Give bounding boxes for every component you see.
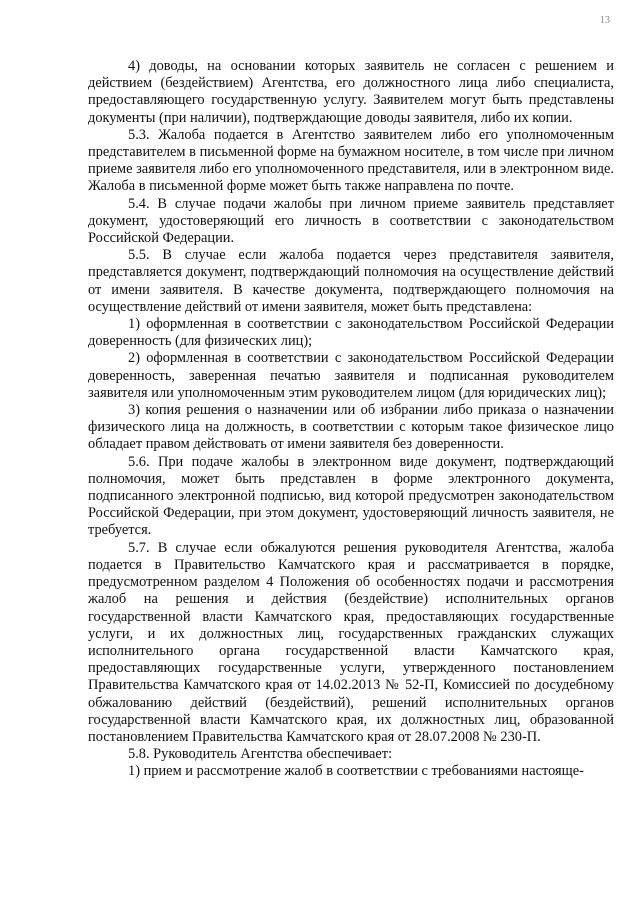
paragraph-5-5-item-3: 3) копия решения о назначении или об избрании либо приказа о назначении физического лица на должность, в соответствии с которым такое физическое лицо обладает правом действовать от имени заявителя без доверенности. <box>88 402 614 453</box>
paragraph-5-3: 5.3. Жалоба подается в Агентство заявителем либо его уполномоченным представителем в письменной форме на бумажном носителе, в том числе при личном приеме заявителя либо его уполномоченного представителя, или в электронном виде. Жалоба в письменной форме может быть также направлена по почте. <box>88 126 614 195</box>
paragraph-5-8: 5.8. Руководитель Агентства обеспечивает: <box>128 746 393 763</box>
paragraph-5-6: 5.6. При подаче жалобы в электронном виде документ, подтверждающий полномочия, может быть представлен в форме электронного документа, подписанного электронной подписью, вид которой предусмотрен законодательством Российской Федерации, при этом документ, удостоверяющий личность заявителя, не требуется. <box>88 453 614 539</box>
document-body <box>88 58 614 781</box>
paragraph-5-8-item-1: 1) прием и рассмотрение жалоб в соответствии с требованиями настояще- <box>128 763 584 780</box>
paragraph-5-4: 5.4. В случае подачи жалобы при личном приеме заявитель представляет документ, удостоверяющий его личность в соответствии с законодательством Российской Федерации. <box>88 195 614 247</box>
page-number: 13 <box>600 15 610 26</box>
paragraph-5-7: 5.7. В случае если обжалуются решения руководителя Агентства, жалоба подается в Правительство Камчатского края и рассматривается в порядке, предусмотренном разделом 4 Положения об особенностях подачи и рассмотрения жалоб на решения и действия (бездействие) исполнительных органов государственной власти Камчатского края, предоставляющих государственные услуги, и их должностных лиц, государственных гражданских служащих исполнительного органа государственной власти Камчатского края, предоставляющих государственные услуги, утвержденного постановлением Правительства Камчатского края от 14.02.2013 № 52-П, Комиссией по досудебному обжалованию действий (бездействий), решений исполнительных органов государственной власти Камчатского края, их должностных лиц, образованной постановлением Правительства Камчатского края от 28.07.2008 № 230-П. <box>88 539 614 745</box>
paragraph-5-5: 5.5. В случае если жалоба подается через представителя заявителя, представляется документ, подтверждающий полномочия на осуществление действий от имени заявителя. В качестве документа, подтверждающего полномочия на осуществление действий от имени заявителя, может быть представлена: <box>88 247 614 315</box>
paragraph-5-5-item-1: 1) оформленная в соответствии с законодательством Российской Федерации доверенность (для физических лиц); <box>88 316 614 350</box>
paragraph-item-4-arguments: 4) доводы, на основании которых заявитель не согласен с решением и действием (бездействием) Агентства, его должностного лица либо специалиста, предоставляющего государственную услугу. Заявителем могут быть представлены документы (при наличии), подтверждающие доводы заявителя, либо их копии. <box>88 58 614 126</box>
paragraph-5-5-item-2: 2) оформленная в соответствии с законодательством Российской Федерации доверенность, заверенная печатью заявителя и подписанная руководителем заявителя или уполномоченным этим руководителем лицом (для юридических лиц); <box>88 350 614 401</box>
